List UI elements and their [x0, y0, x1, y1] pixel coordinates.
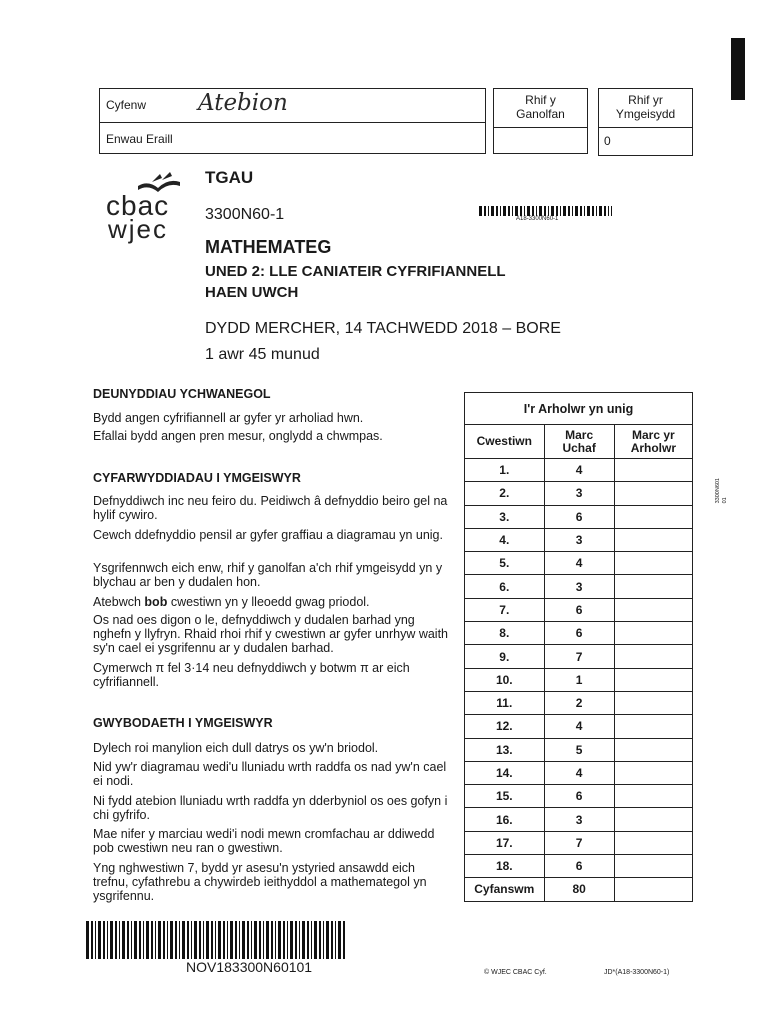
centre-number-box[interactable]: [493, 88, 588, 154]
examiner-mark-cell[interactable]: [614, 808, 692, 831]
question-number-cell: 15.: [465, 785, 545, 808]
instruction-1: Defnyddiwch inc neu feiro du. Peidiwch â defnyddio beiro gel na hylif cywiro.: [93, 494, 448, 522]
max-mark-cell: 4: [544, 715, 614, 738]
instruction-3: Ysgrifennwch eich enw, rhif y ganolfan a'ch rhif ymgeisydd yn y blychau ar ben y dudalen hon.: [93, 561, 443, 589]
instruction-5: Os nad oes digon o le, defnyddiwch y dudalen barhad yng nghefn y llyfryn. Rhaid rhoi rhif y cwestiwn ar gyfer unrhyw waith sy'n cael ei ysgrifennu ar y dudalen barhad.: [93, 613, 449, 655]
question-number-cell: 13.: [465, 738, 545, 761]
instructions-heading: CYFARWYDDIADAU I YMGEISWYR: [93, 471, 301, 485]
question-number-cell: 6.: [465, 575, 545, 598]
candidate-number-box[interactable]: [598, 88, 693, 156]
cbac-wjec-logo: [104, 172, 184, 247]
max-mark-cell: 3: [544, 575, 614, 598]
col-question-header: Cwestiwn: [465, 425, 545, 459]
subject-title: MATHEMATEG: [205, 237, 332, 257]
candidate-number-header: [599, 89, 692, 128]
question-number-cell: 7.: [465, 598, 545, 621]
marks-row: [465, 668, 693, 691]
max-mark-cell: 7: [544, 645, 614, 668]
examiner-mark-cell[interactable]: [614, 482, 692, 505]
examiner-mark-cell[interactable]: [614, 855, 692, 878]
marks-row: [465, 761, 693, 784]
max-mark-cell: 3: [544, 808, 614, 831]
question-number-cell: 17.: [465, 831, 545, 854]
candidate-name-box: [99, 88, 486, 154]
max-mark-cell: 6: [544, 598, 614, 621]
examiner-mark-cell[interactable]: [614, 552, 692, 575]
other-names-row[interactable]: [100, 122, 485, 155]
instruction-2: Cewch ddefnyddio pensil ar gyfer graffiau a diagramau yn unig.: [93, 528, 443, 542]
instruction-6: Cymerwch π fel 3·14 neu defnyddiwch y botwm π ar eich cyfrifiannell.: [93, 661, 410, 689]
centre-number-header: [494, 89, 587, 128]
marks-row: [465, 645, 693, 668]
information-4: Mae nifer y marciau wedi'i nodi mewn cromfachau ar ddiwedd pob cwestiwn neu ran o gwestiwn.: [93, 827, 435, 855]
examiner-mark-cell[interactable]: [614, 505, 692, 528]
surname-label: Cyfenw: [106, 98, 147, 112]
exam-duration: 1 awr 45 munud: [205, 346, 320, 363]
examiner-mark-cell[interactable]: [614, 761, 692, 784]
small-barcode: [479, 206, 612, 216]
marks-row: [465, 855, 693, 878]
question-number-cell: 12.: [465, 715, 545, 738]
other-names-label: Enwau Eraill: [106, 132, 173, 146]
copyright-notice: © WJEC CBAC Cyf.: [484, 969, 547, 976]
examiner-mark-cell[interactable]: [614, 598, 692, 621]
examiner-mark-cell[interactable]: [614, 575, 692, 598]
col-awarded-line1: Marc yr: [632, 427, 675, 442]
total-examiner-cell[interactable]: [614, 878, 692, 901]
max-mark-cell: 4: [544, 552, 614, 575]
max-mark-cell: 1: [544, 668, 614, 691]
total-max-cell: 80: [544, 878, 614, 901]
col-max-line1: Marc: [565, 427, 594, 442]
question-number-cell: 2.: [465, 482, 545, 505]
examiner-mark-cell[interactable]: [614, 668, 692, 691]
document-reference: JD*(A18-3300N60-1): [604, 969, 670, 976]
unit-title: UNED 2: LLE CANIATEIR CYFRIFIANNELL: [205, 263, 506, 280]
paper-code: 3300N60-1: [205, 206, 285, 223]
marks-row: [465, 715, 693, 738]
col-max-line2: Uchaf: [562, 440, 596, 455]
max-mark-cell: 5: [544, 738, 614, 761]
max-mark-cell: 4: [544, 459, 614, 482]
surname-row[interactable]: [100, 89, 485, 123]
examiner-mark-cell[interactable]: [614, 459, 692, 482]
examiner-mark-cell[interactable]: [614, 691, 692, 714]
question-number-cell: 3.: [465, 505, 545, 528]
information-3: Ni fydd atebion lluniadu wrth raddfa yn dderbyniol os oes gofyn i chi gyfrifo.: [93, 794, 448, 822]
question-number-cell: 10.: [465, 668, 545, 691]
examiner-mark-cell[interactable]: [614, 738, 692, 761]
marks-row: [465, 482, 693, 505]
logo-text-wjec: wjec: [108, 214, 169, 244]
marks-row: [465, 528, 693, 551]
instruction-4: [93, 595, 448, 609]
question-number-cell: 1.: [465, 459, 545, 482]
marks-row: [465, 622, 693, 645]
examiner-mark-cell[interactable]: [614, 528, 692, 551]
marks-row: [465, 691, 693, 714]
exam-date: DYDD MERCHER, 14 TACHWEDD 2018 – BORE: [205, 320, 561, 337]
information-heading: GWYBODAETH I YMGEISWYR: [93, 716, 273, 730]
surname-value[interactable]: Atebion: [198, 90, 288, 116]
marks-row: [465, 505, 693, 528]
side-code-line2: 01: [722, 497, 728, 504]
logo-text-cbac: cbac: [106, 190, 170, 221]
examiner-mark-cell[interactable]: [614, 715, 692, 738]
side-code-line1: 3300N601: [715, 478, 721, 504]
side-code: [715, 478, 729, 503]
information-1: Dylech roi manylion eich dull datrys os yw'n briodol.: [93, 741, 379, 755]
col-awarded-line2: Arholwr: [630, 440, 677, 455]
max-mark-cell: 7: [544, 831, 614, 854]
qualification-level: TGAU: [205, 168, 254, 187]
marks-row: [465, 459, 693, 482]
col-examiner-mark-header: [614, 425, 692, 459]
examiner-mark-cell[interactable]: [614, 645, 692, 668]
marks-row: [465, 575, 693, 598]
page-barcode-text: NOV183300N60101: [186, 959, 313, 975]
question-number-cell: 8.: [465, 622, 545, 645]
additional-materials-heading: DEUNYDDIAU YCHWANEGOL: [93, 387, 271, 401]
marks-table-title: I'r Arholwr yn unig: [465, 393, 693, 425]
max-mark-cell: 6: [544, 855, 614, 878]
question-number-cell: 4.: [465, 528, 545, 551]
question-number-cell: 9.: [465, 645, 545, 668]
candidate-label-line2: Ymgeisydd: [615, 107, 676, 121]
max-mark-cell: 6: [544, 785, 614, 808]
max-mark-cell: 2: [544, 691, 614, 714]
centre-label-line1: Rhif y: [525, 93, 556, 107]
max-mark-cell: 3: [544, 482, 614, 505]
marks-row: [465, 738, 693, 761]
candidate-label-line1: Rhif yr: [628, 93, 663, 107]
question-number-cell: 16.: [465, 808, 545, 831]
tier-title: HAEN UWCH: [205, 284, 299, 301]
candidate-number-value: 0: [604, 134, 611, 148]
question-number-cell: 18.: [465, 855, 545, 878]
centre-label-line2: Ganolfan: [516, 107, 565, 121]
additional-line-2: Efallai bydd angen pren mesur, onglydd a chwmpas.: [93, 429, 383, 443]
marks-row: [465, 831, 693, 854]
instruction-4-bold: bob: [144, 595, 168, 609]
total-row: [465, 878, 693, 901]
max-mark-cell: 3: [544, 528, 614, 551]
marks-row: [465, 808, 693, 831]
examiner-marks-table: [464, 392, 693, 902]
total-label-cell: Cyfanswm: [465, 878, 545, 901]
information-5: Yng nghwestiwn 7, bydd yr asesu'n ystyried ansawdd eich trefnu, cyfathrebu a chywirdeb ieithyddol a mathemategol yn ysgrifennu.: [93, 861, 427, 903]
registration-mark: [731, 38, 745, 100]
question-number-cell: 14.: [465, 761, 545, 784]
marks-row: [465, 552, 693, 575]
additional-line-1: Bydd angen cyfrifiannell ar gyfer yr arholiad hwn.: [93, 411, 364, 425]
examiner-mark-cell[interactable]: [614, 785, 692, 808]
instruction-4-pre: Atebwch: [93, 595, 145, 609]
question-number-cell: 11.: [465, 691, 545, 714]
small-barcode-caption: A18-3300N60-1: [516, 216, 559, 222]
page-barcode: [86, 921, 346, 959]
examiner-mark-cell[interactable]: [614, 831, 692, 854]
examiner-mark-cell[interactable]: [614, 622, 692, 645]
marks-row: [465, 598, 693, 621]
col-max-mark-header: [544, 425, 614, 459]
max-mark-cell: 4: [544, 761, 614, 784]
information-2: Nid yw'r diagramau wedi'u lluniadu wrth raddfa os nad yw'n cael ei nodi.: [93, 760, 447, 788]
max-mark-cell: 6: [544, 622, 614, 645]
question-number-cell: 5.: [465, 552, 545, 575]
instruction-4-post: cwestiwn yn y lleoedd gwag priodol.: [167, 595, 370, 609]
marks-row: [465, 785, 693, 808]
max-mark-cell: 6: [544, 505, 614, 528]
